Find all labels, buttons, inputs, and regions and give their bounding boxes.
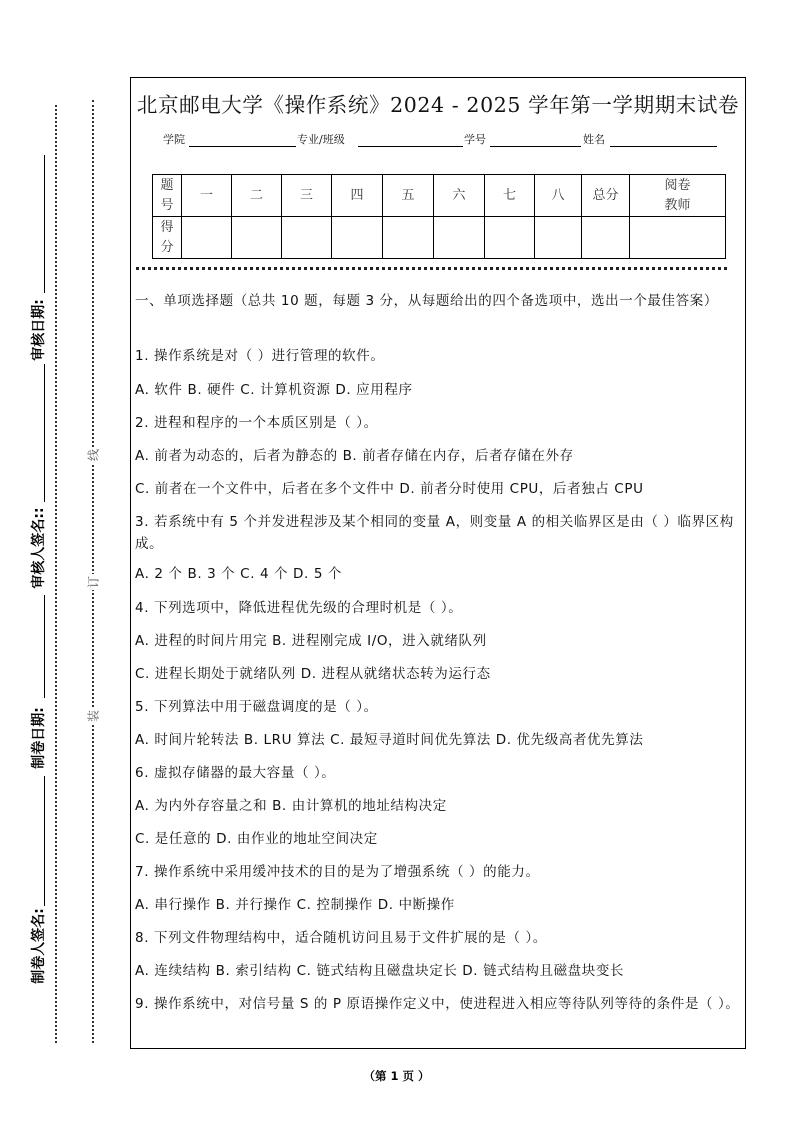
- column-header: 八: [535, 175, 582, 217]
- paper-maker-signature-label: 制卷人签名:: [31, 908, 47, 984]
- page-number: （第 1 页 ）: [363, 1069, 430, 1083]
- college-label: 学院: [163, 133, 185, 146]
- reviewer-signature-label: 审核人签名::: [31, 507, 47, 589]
- score-cell[interactable]: [282, 217, 332, 259]
- score-cell[interactable]: [383, 217, 434, 259]
- dotted-separator: [136, 267, 727, 270]
- question-1-stem: 1. 操作系统是对（ ）进行管理的软件。: [135, 348, 385, 364]
- column-header: 一: [182, 175, 232, 217]
- column-header-grader: 阅卷 教师: [630, 175, 726, 217]
- exam-frame: [130, 77, 746, 1049]
- name-field[interactable]: [610, 146, 717, 147]
- review-date-line: [44, 155, 45, 293]
- column-header: 二: [232, 175, 282, 217]
- column-header-total: 总分: [582, 175, 630, 217]
- major-class-label: 专业/班级: [297, 133, 345, 146]
- question-6-stem: 6. 虚拟存储器的最大容量（ ）。: [135, 765, 336, 781]
- score-table: [152, 174, 726, 259]
- question-4-options-ab: A. 进程的时间片用完 B. 进程刚完成 I/O，进入就绪队列: [135, 633, 487, 649]
- paper-date-line: [44, 595, 45, 698]
- question-9-stem: 9. 操作系统中，对信号量 S 的 P 原语操作定义中，使进程进入相应等待队列等待的条件是（ ）。: [135, 996, 740, 1012]
- bind-char-zhuang: 装: [86, 709, 101, 723]
- score-cell[interactable]: [182, 217, 232, 259]
- bind-char-ding: 订: [86, 575, 101, 589]
- question-3-options: A. 2 个 B. 3 个 C. 4 个 D. 5 个: [135, 566, 343, 582]
- question-6-options-ab: A. 为内外存容量之和 B. 由计算机的地址结构决定: [135, 798, 447, 814]
- question-2-options-cd: C. 前者在一个文件中，后者在多个文件中 D. 前者分时使用 CPU，后者独占 CPU: [135, 481, 644, 497]
- major-class-field[interactable]: [358, 146, 463, 147]
- grader-cell[interactable]: [630, 217, 726, 259]
- question-6-options-cd: C. 是任意的 D. 由作业的地址空间决定: [135, 831, 378, 847]
- score-cell[interactable]: [535, 217, 582, 259]
- question-number-row: [153, 175, 726, 217]
- reviewer-signature-line: [44, 364, 45, 502]
- column-header: 五: [383, 175, 434, 217]
- question-4-stem: 4. 下列选项中，降低进程优先级的合理时机是（ ）。: [135, 600, 463, 616]
- question-3-stem: 3. 若系统中有 5 个并发进程涉及某个相同的变量 A，则变量 A 的相关临界区是由（ ）临界区构成。: [135, 514, 734, 552]
- score-cell[interactable]: [332, 217, 383, 259]
- outer-dotted-line: [55, 105, 57, 1043]
- inner-cut-line: [92, 100, 94, 1043]
- paper-date-label: 制卷日期:: [31, 707, 47, 769]
- column-header: 六: [434, 175, 485, 217]
- question-1-options: A. 软件 B. 硬件 C. 计算机资源 D. 应用程序: [135, 382, 413, 398]
- exam-title: 北京邮电大学《操作系统》2024 - 2025 学年第一学期期末试卷: [136, 93, 740, 117]
- question-8-options: A. 连续结构 B. 索引结构 C. 链式结构且磁盘块定长 D. 链式结构且磁盘块变长: [135, 963, 625, 979]
- student-id-field[interactable]: [490, 146, 581, 147]
- column-header: 四: [332, 175, 383, 217]
- section-heading: 一、单项选择题（总共 10 题，每题 3 分，从每题给出的四个备选项中，选出一个最佳答案）: [135, 293, 718, 309]
- score-row: [153, 217, 726, 259]
- paper-maker-signature-line: [44, 776, 45, 906]
- score-cell[interactable]: [434, 217, 485, 259]
- question-5-stem: 5. 下列算法中用于磁盘调度的是（ ）。: [135, 699, 378, 715]
- student-id-label: 学号: [464, 133, 486, 146]
- question-number-header: 题 号: [153, 175, 182, 217]
- question-7-options: A. 串行操作 B. 并行操作 C. 控制操作 D. 中断操作: [135, 897, 455, 913]
- question-2-options-ab: A. 前者为动态的，后者为静态的 B. 前者存储在内存，后者存储在外存: [135, 448, 574, 464]
- question-7-stem: 7. 操作系统中采用缓冲技术的目的是为了增强系统（ ）的能力。: [135, 864, 540, 880]
- column-header: 七: [485, 175, 535, 217]
- review-date-label: 审核日期:: [31, 299, 47, 361]
- question-2-stem: 2. 进程和程序的一个本质区别是（ ）。: [135, 415, 378, 431]
- name-label: 姓名: [583, 133, 605, 146]
- score-cell[interactable]: [232, 217, 282, 259]
- score-cell[interactable]: [485, 217, 535, 259]
- bind-char-xian: 线: [86, 448, 101, 462]
- column-header: 三: [282, 175, 332, 217]
- question-5-options: A. 时间片轮转法 B. LRU 算法 C. 最短寻道时间优先算法 D. 优先级高者优先算法: [135, 732, 644, 748]
- total-score-cell[interactable]: [582, 217, 630, 259]
- college-field[interactable]: [189, 146, 296, 147]
- score-header: 得 分: [153, 217, 182, 259]
- question-8-stem: 8. 下列文件物理结构中，适合随机访问且易于文件扩展的是（ ）。: [135, 930, 547, 946]
- question-4-options-cd: C. 进程长期处于就绪队列 D. 进程从就绪状态转为运行态: [135, 666, 491, 682]
